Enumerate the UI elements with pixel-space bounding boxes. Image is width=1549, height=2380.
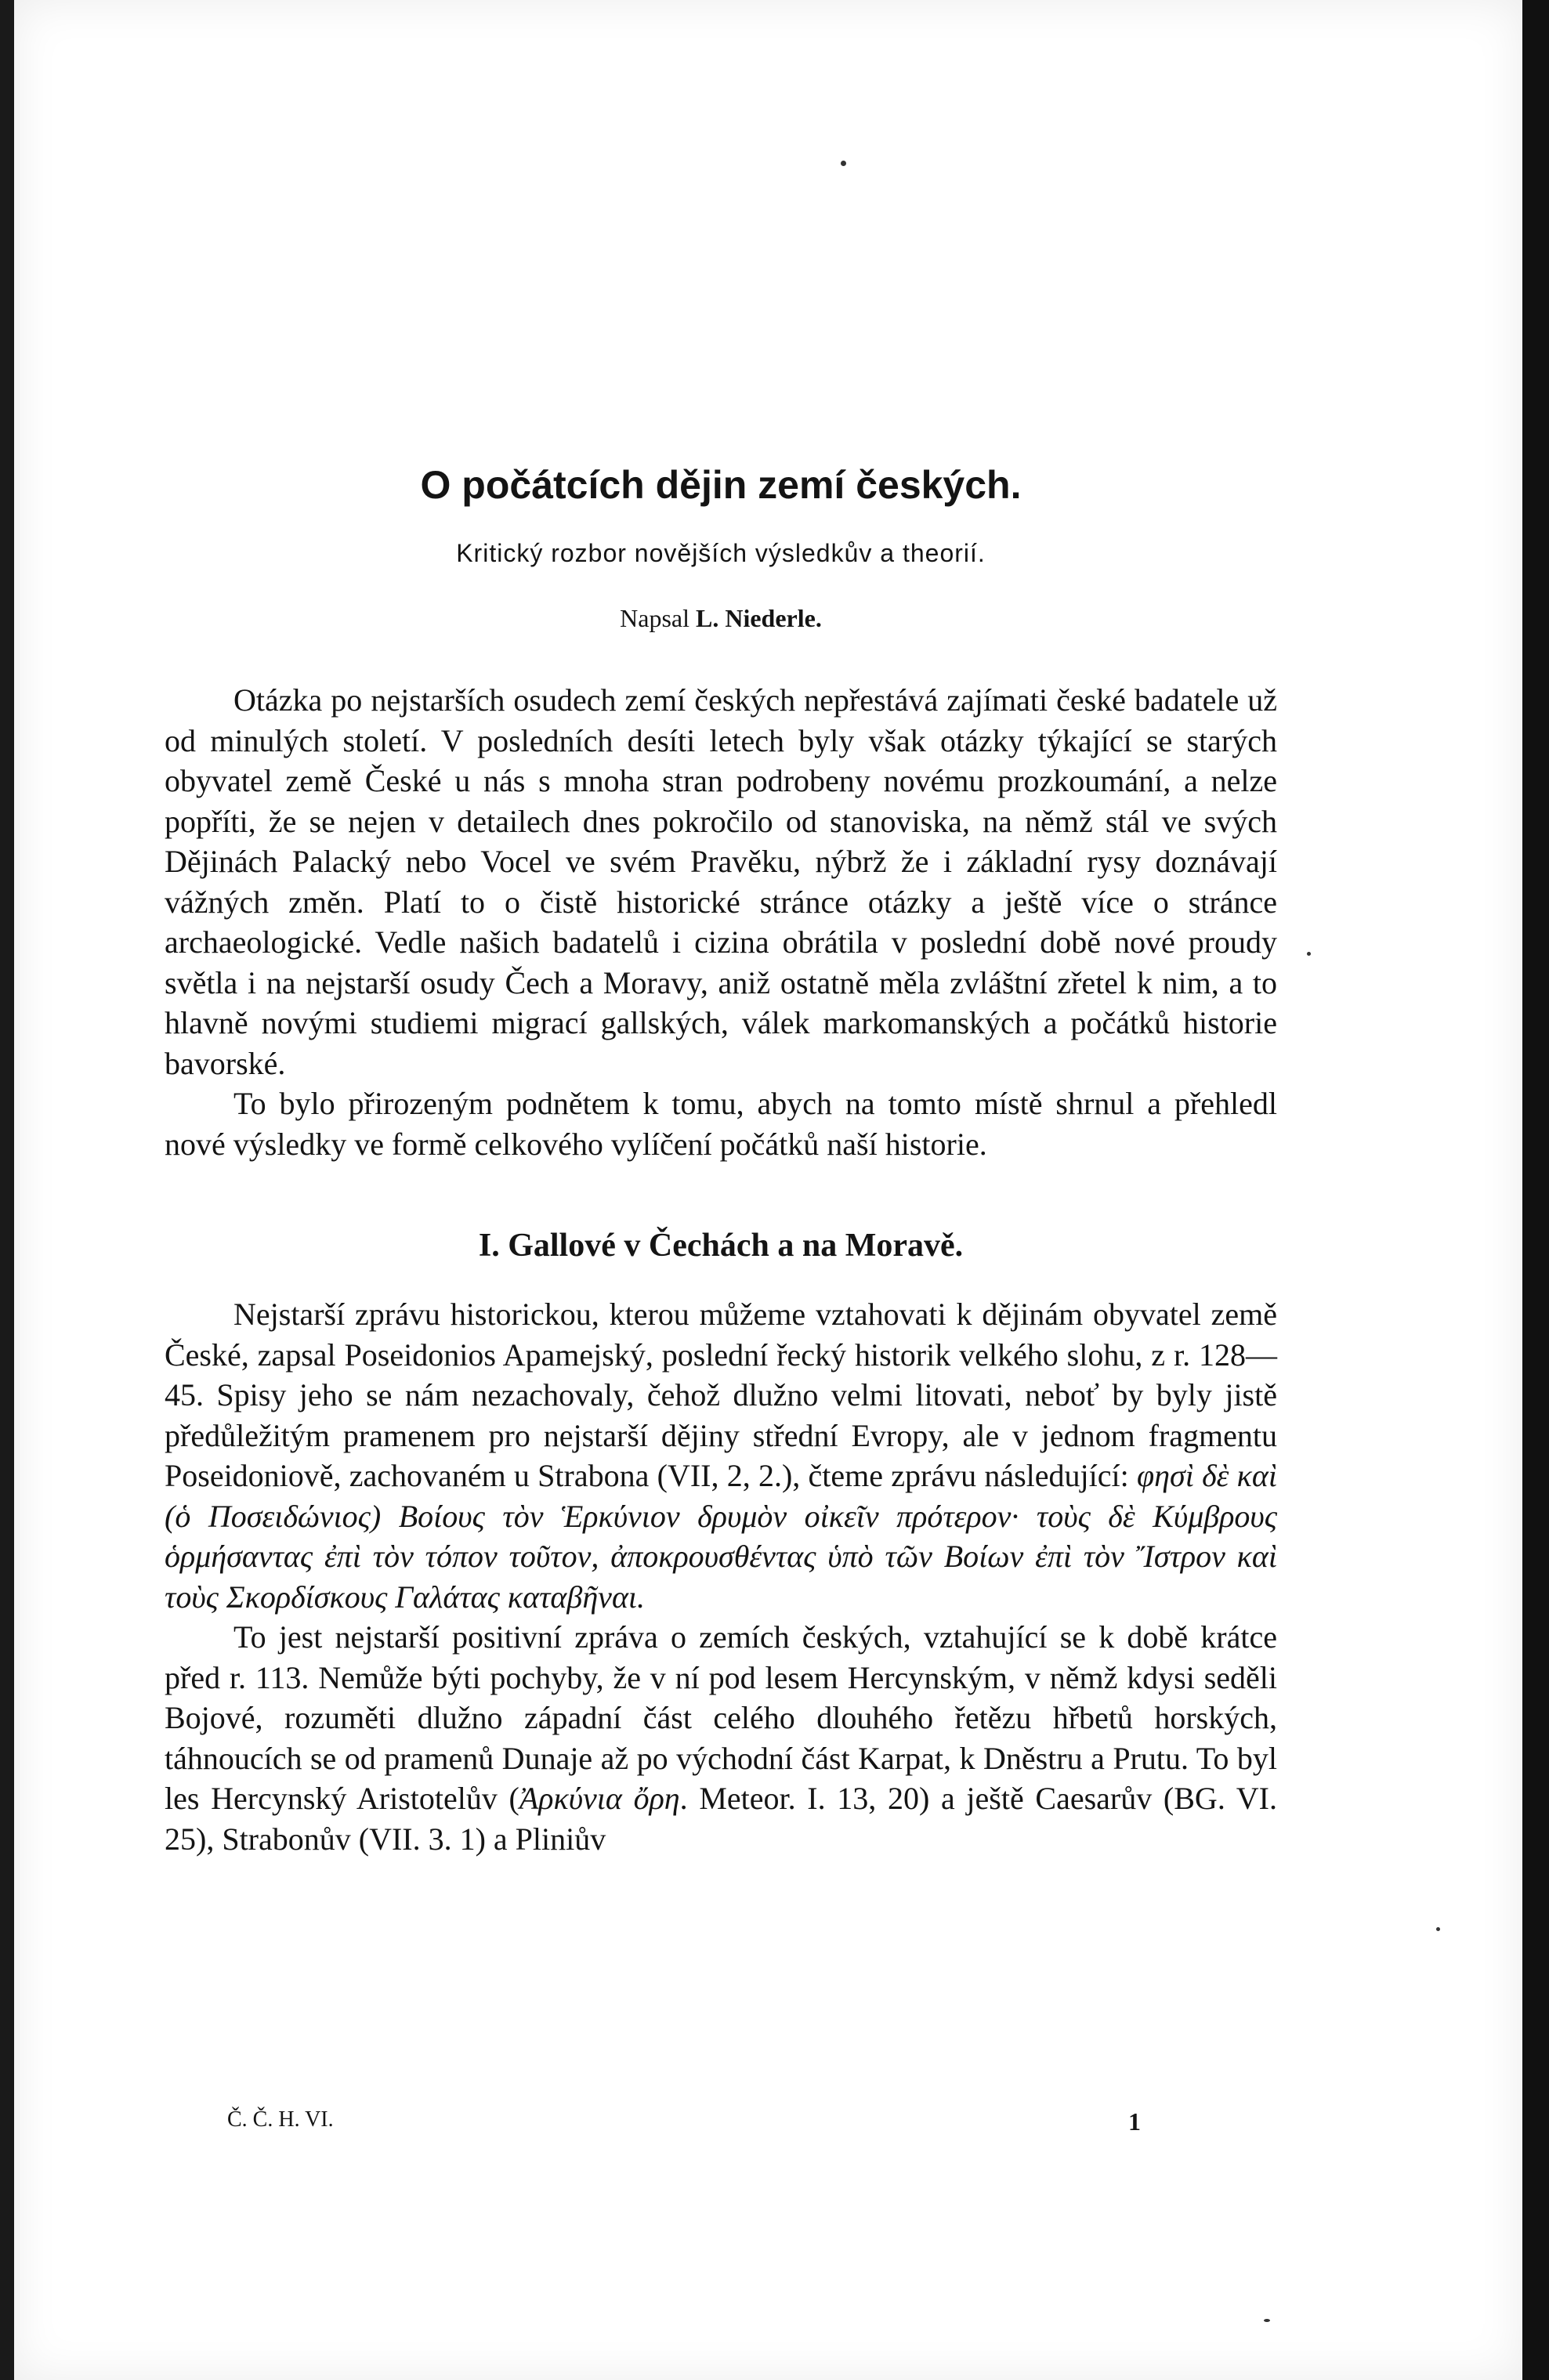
page-number: 1 [1128, 2107, 1141, 2136]
author-prefix: Napsal [620, 604, 689, 632]
article [165, 462, 1277, 1859]
section-paragraph-2-part-b: . Meteor. I. 13, 20) a ještě Caesarův (BG. VI. 25), Strabonův (VII. 3. 1) a Pliniův [165, 1781, 1277, 1857]
greek-quotation: φησὶ δὲ καὶ (ὁ Ποσειδώνιος) Βοίους τὸν Ἑρκύνιον δρυμὸν οἰκεῖν πρότερον· τοὺς δὲ Κύμβρους ὁρμήσαντας ἐπὶ τὸν τόπον τοῦτον, ἀποκρουσθέντας ὑπὸ τῶν Βοίων ἐπὶ τὸν Ἴστρον καὶ τοὺς Σκορδίσκους Γαλάτας καταβῆναι. [165, 1458, 1277, 1615]
section-paragraph-1 [165, 1294, 1277, 1617]
ink-speck [1436, 1927, 1440, 1931]
page-edge [1522, 0, 1549, 2380]
signature-mark: Č. Č. H. VI. [227, 2107, 334, 2132]
article-title: O počátcích dějin zemí českých. [420, 463, 1022, 507]
page-footer [227, 2107, 1167, 2147]
ink-speck [1264, 2319, 1270, 2322]
author-name: L. Niederle. [696, 604, 822, 632]
section-heading: I. Gallové v Čechách a na Moravě. [478, 1228, 964, 1264]
section-paragraph-2 [165, 1617, 1277, 1859]
section-paragraph-2-part-a: To jest nejstarší positivní zpráva o zemích českých, vztahující se k době krátce před r. 113. Nemůže býti pochyby, že v ní pod lesem Hercynským, v němž kdysi seděli Bojové, rozuměti dlužno západní část celého dlouhého řetězu hřbetů horských, táhnoucích se od pramenů Dunaje až po východní část Karpat, k Dněstru a Prutu. To byl les Hercynský Aristotelův ( [165, 1619, 1277, 1816]
article-subtitle: Kritický rozbor novějších výsledkův a theorií. [456, 539, 986, 567]
intro-paragraph-2: To bylo přirozeným podnětem k tomu, abych na tomto místě shrnul a přehledl nové výsledky ve formě celkového vylíčení počátků naší historie. [165, 1086, 1277, 1162]
author-line [165, 604, 1277, 633]
section-paragraph-1-text: Nejstarší zprávu historickou, kterou můžeme vztahovati k dějinám obyvatel země České, zapsal Poseidonios Apamejský, poslední řecký historik velkého slohu, z r. 128—45. Spisy jeho se nám nezachovaly, čehož dlužno velmi litovati, neboť by byly jistě předůležitým pramenem pro nejstarší dějiny střední Evropy, ale v jednom fragmentu Poseidoniově, zachovaném u Strabona (VII, 2, 2.), čteme zprávu následující: [165, 1297, 1277, 1493]
ink-speck [841, 161, 846, 166]
greek-term: Ἀρκύνια ὄρη [519, 1781, 680, 1816]
intro-paragraph-1: Otázka po nejstarších osudech zemí českých nepřestává zajímati české badatele už od minulých století. V posledních desíti letech byly však otázky týkající se starých obyvatel země České u nás s mnoha stran podrobeny novému prozkoumání, a nelze popříti, že se nejen v detailech dnes pokročilo od stanoviska, na němž stál ve svých Dějinách Palacký nebo Vocel ve svém Pravěku, nýbrž že i základní rysy doznávají vážných změn. Platí to o čistě historické stránce otázky a ještě více o stránce archaeologické. Vedle našich badatelů i cizina obrátila v poslední době nové proudy světla i na nejstarší osudy Čech a Moravy, aniž ostatně měla zvláštní zřetel k nim, a to hlavně novými studiemi migrací gallských, válek markomanských a počátků historie bavorské. [165, 682, 1277, 1081]
ink-speck [1307, 952, 1311, 956]
